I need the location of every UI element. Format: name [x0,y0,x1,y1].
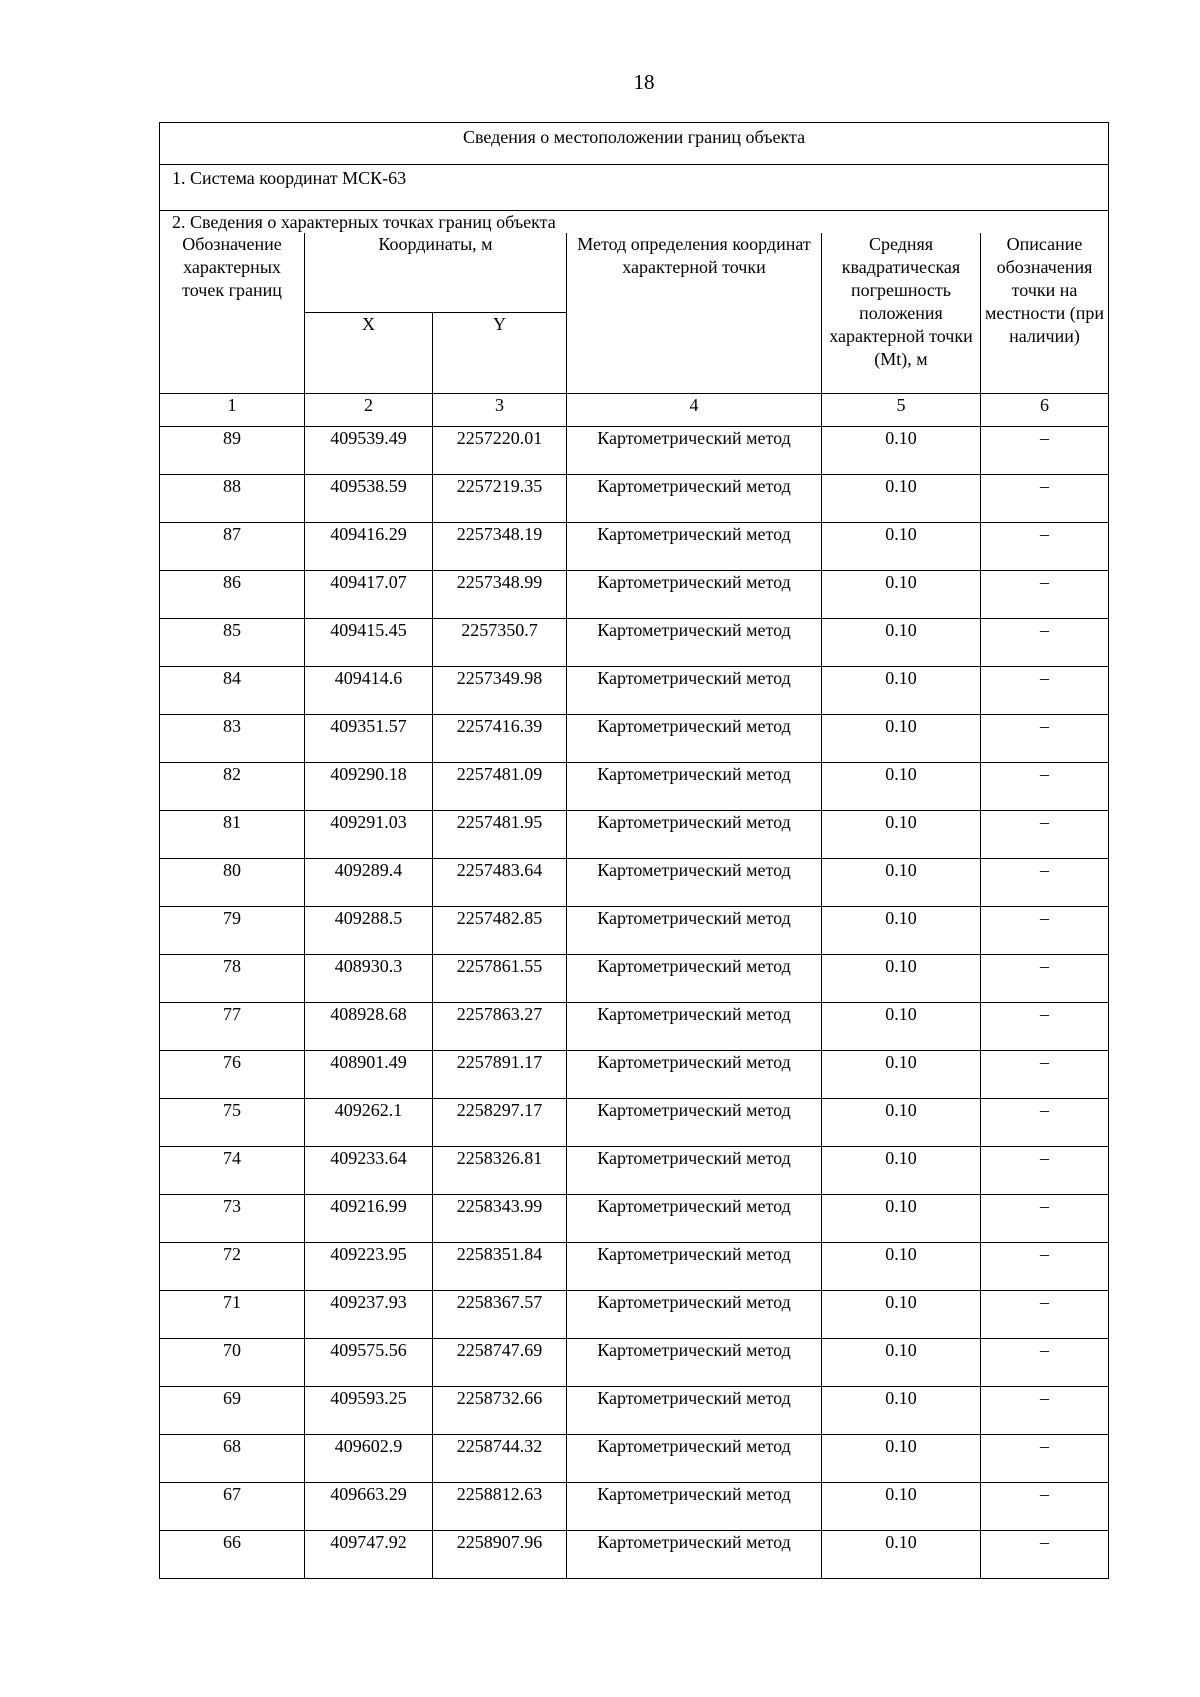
cell-point-id: 75 [160,1099,305,1147]
cell-point-id: 77 [160,1003,305,1051]
cell-method: Картометрический метод [567,1003,822,1051]
cell-method: Картометрический метод [567,619,822,667]
table-row [160,475,1109,523]
cell-description: – [981,571,1109,619]
cell-method: Картометрический метод [567,1195,822,1243]
cell-method: Картометрический метод [567,1051,822,1099]
column-number: 5 [822,394,981,427]
cell-y-value: 2257481.95 [433,811,567,859]
points-heading: 2. Сведения о характерных точках границ объекта [160,211,1109,234]
cell-y-value: 2257861.55 [433,955,567,1003]
table-row [160,859,1109,907]
cell-method: Картометрический метод [567,1531,822,1579]
table-row [160,1003,1109,1051]
table-row [160,1339,1109,1387]
cell-error-value: 0.10 [822,619,981,667]
cell-x-value: 409538.59 [305,475,433,523]
cell-method: Картометрический метод [567,1387,822,1435]
cell-point-id: 85 [160,619,305,667]
cell-y-value: 2257863.27 [433,1003,567,1051]
cell-y-value: 2257350.7 [433,619,567,667]
column-number: 1 [160,394,305,427]
column-number: 4 [567,394,822,427]
table-row [160,1291,1109,1339]
cell-method: Картометрический метод [567,1483,822,1531]
cell-description: – [981,475,1109,523]
cell-error-value: 0.10 [822,1243,981,1291]
cell-error-value: 0.10 [822,715,981,763]
cell-method: Картометрический метод [567,763,822,811]
cell-description: – [981,619,1109,667]
cell-error-value: 0.10 [822,1099,981,1147]
table-row [160,763,1109,811]
cell-method: Картометрический метод [567,1243,822,1291]
cell-error-value: 0.10 [822,1147,981,1195]
cell-x-value: 409663.29 [305,1483,433,1531]
cell-error-value: 0.10 [822,1531,981,1579]
cell-y-value: 2257482.85 [433,907,567,955]
cell-description: – [981,667,1109,715]
cell-y-value: 2257348.99 [433,571,567,619]
cell-description: – [981,859,1109,907]
cell-x-value: 409290.18 [305,763,433,811]
cell-y-value: 2258343.99 [433,1195,567,1243]
header-description: Описание обозначения точки на местности (при наличии) [981,233,1109,394]
cell-description: – [981,1531,1109,1579]
cell-error-value: 0.10 [822,475,981,523]
cell-error-value: 0.10 [822,907,981,955]
cell-x-value: 409602.9 [305,1435,433,1483]
cell-description: – [981,763,1109,811]
boundary-points-table [159,122,1109,1579]
cell-error-value: 0.10 [822,571,981,619]
header-point: Обозначение характерных точек границ [160,233,305,394]
cell-error-value: 0.10 [822,667,981,715]
cell-method: Картометрический метод [567,667,822,715]
cell-point-id: 87 [160,523,305,571]
cell-error-value: 0.10 [822,763,981,811]
table-row [160,427,1109,475]
column-number: 6 [981,394,1109,427]
cell-x-value: 409415.45 [305,619,433,667]
cell-point-id: 73 [160,1195,305,1243]
cell-x-value: 409575.56 [305,1339,433,1387]
cell-point-id: 86 [160,571,305,619]
cell-point-id: 83 [160,715,305,763]
cell-method: Картометрический метод [567,715,822,763]
cell-error-value: 0.10 [822,955,981,1003]
cell-description: – [981,1003,1109,1051]
cell-description: – [981,1387,1109,1435]
cell-method: Картометрический метод [567,955,822,1003]
cell-x-value: 409216.99 [305,1195,433,1243]
table-row [160,1387,1109,1435]
header-method: Метод определения координат характерной точки [567,233,822,394]
cell-y-value: 2258747.69 [433,1339,567,1387]
cell-y-value: 2257349.98 [433,667,567,715]
cell-x-value: 409351.57 [305,715,433,763]
cell-method: Картометрический метод [567,523,822,571]
coordinate-system: 1. Система координат МСК-63 [160,165,1109,211]
cell-y-value: 2257891.17 [433,1051,567,1099]
cell-point-id: 70 [160,1339,305,1387]
header-error: Средняя квадратическая погрешность положения характерной точки (Mt), м [822,233,981,394]
cell-y-value: 2257481.09 [433,763,567,811]
cell-point-id: 74 [160,1147,305,1195]
table-title: Сведения о местоположении границ объекта [160,123,1109,165]
cell-method: Картометрический метод [567,571,822,619]
table-row [160,1243,1109,1291]
column-numbers-row [160,394,1109,427]
cell-description: – [981,1051,1109,1099]
cell-error-value: 0.10 [822,523,981,571]
cell-point-id: 79 [160,907,305,955]
cell-y-value: 2258367.57 [433,1291,567,1339]
table-row [160,571,1109,619]
table-row [160,1099,1109,1147]
cell-point-id: 67 [160,1483,305,1531]
cell-method: Картометрический метод [567,1339,822,1387]
cell-error-value: 0.10 [822,1387,981,1435]
cell-y-value: 2258812.63 [433,1483,567,1531]
cell-point-id: 81 [160,811,305,859]
cell-description: – [981,1099,1109,1147]
cell-method: Картометрический метод [567,859,822,907]
cell-error-value: 0.10 [822,1435,981,1483]
table-row [160,1435,1109,1483]
cell-description: – [981,1339,1109,1387]
cell-x-value: 409262.1 [305,1099,433,1147]
table-row [160,1531,1109,1579]
cell-error-value: 0.10 [822,811,981,859]
cell-point-id: 68 [160,1435,305,1483]
cell-x-value: 409288.5 [305,907,433,955]
cell-description: – [981,955,1109,1003]
cell-description: – [981,1483,1109,1531]
cell-point-id: 76 [160,1051,305,1099]
cell-x-value: 409414.6 [305,667,433,715]
cell-x-value: 409289.4 [305,859,433,907]
table-row [160,523,1109,571]
cell-y-value: 2258326.81 [433,1147,567,1195]
cell-y-value: 2258744.32 [433,1435,567,1483]
cell-description: – [981,1195,1109,1243]
cell-y-value: 2257348.19 [433,523,567,571]
cell-method: Картометрический метод [567,907,822,955]
cell-y-value: 2258907.96 [433,1531,567,1579]
header-coordinates: Координаты, м [305,233,567,312]
cell-x-value: 409539.49 [305,427,433,475]
cell-error-value: 0.10 [822,859,981,907]
cell-point-id: 69 [160,1387,305,1435]
cell-description: – [981,1291,1109,1339]
cell-description: – [981,907,1109,955]
cell-description: – [981,811,1109,859]
cell-point-id: 72 [160,1243,305,1291]
header-y: Y [433,312,567,393]
cell-description: – [981,1243,1109,1291]
table-row [160,1195,1109,1243]
cell-x-value: 409223.95 [305,1243,433,1291]
cell-description: – [981,1147,1109,1195]
cell-point-id: 82 [160,763,305,811]
cell-x-value: 408928.68 [305,1003,433,1051]
cell-error-value: 0.10 [822,427,981,475]
cell-point-id: 80 [160,859,305,907]
cell-error-value: 0.10 [822,1291,981,1339]
cell-point-id: 71 [160,1291,305,1339]
cell-method: Картометрический метод [567,1291,822,1339]
cell-point-id: 89 [160,427,305,475]
cell-point-id: 88 [160,475,305,523]
cell-x-value: 409747.92 [305,1531,433,1579]
cell-point-id: 84 [160,667,305,715]
table-row [160,715,1109,763]
cell-y-value: 2258732.66 [433,1387,567,1435]
cell-method: Картометрический метод [567,811,822,859]
cell-description: – [981,427,1109,475]
cell-y-value: 2257220.01 [433,427,567,475]
cell-x-value: 409233.64 [305,1147,433,1195]
cell-error-value: 0.10 [822,1339,981,1387]
table-row [160,619,1109,667]
cell-error-value: 0.10 [822,1195,981,1243]
cell-x-value: 409237.93 [305,1291,433,1339]
cell-method: Картометрический метод [567,1147,822,1195]
cell-y-value: 2257416.39 [433,715,567,763]
table-row [160,907,1109,955]
cell-description: – [981,1435,1109,1483]
table-row [160,667,1109,715]
cell-point-id: 78 [160,955,305,1003]
cell-error-value: 0.10 [822,1003,981,1051]
cell-point-id: 66 [160,1531,305,1579]
cell-x-value: 409416.29 [305,523,433,571]
cell-description: – [981,715,1109,763]
cell-x-value: 408930.3 [305,955,433,1003]
cell-y-value: 2257219.35 [433,475,567,523]
cell-method: Картометрический метод [567,1099,822,1147]
header-x: X [305,312,433,393]
column-number: 2 [305,394,433,427]
page-number: 18 [633,70,655,94]
cell-y-value: 2257483.64 [433,859,567,907]
cell-y-value: 2258297.17 [433,1099,567,1147]
cell-method: Картометрический метод [567,1435,822,1483]
cell-description: – [981,523,1109,571]
cell-error-value: 0.10 [822,1051,981,1099]
cell-method: Картометрический метод [567,475,822,523]
cell-x-value: 408901.49 [305,1051,433,1099]
table-row [160,1483,1109,1531]
cell-x-value: 409417.07 [305,571,433,619]
table-row [160,811,1109,859]
column-number: 3 [433,394,567,427]
cell-error-value: 0.10 [822,1483,981,1531]
cell-x-value: 409593.25 [305,1387,433,1435]
cell-x-value: 409291.03 [305,811,433,859]
table-row [160,955,1109,1003]
cell-method: Картометрический метод [567,427,822,475]
table-row [160,1147,1109,1195]
table-row [160,1051,1109,1099]
cell-y-value: 2258351.84 [433,1243,567,1291]
